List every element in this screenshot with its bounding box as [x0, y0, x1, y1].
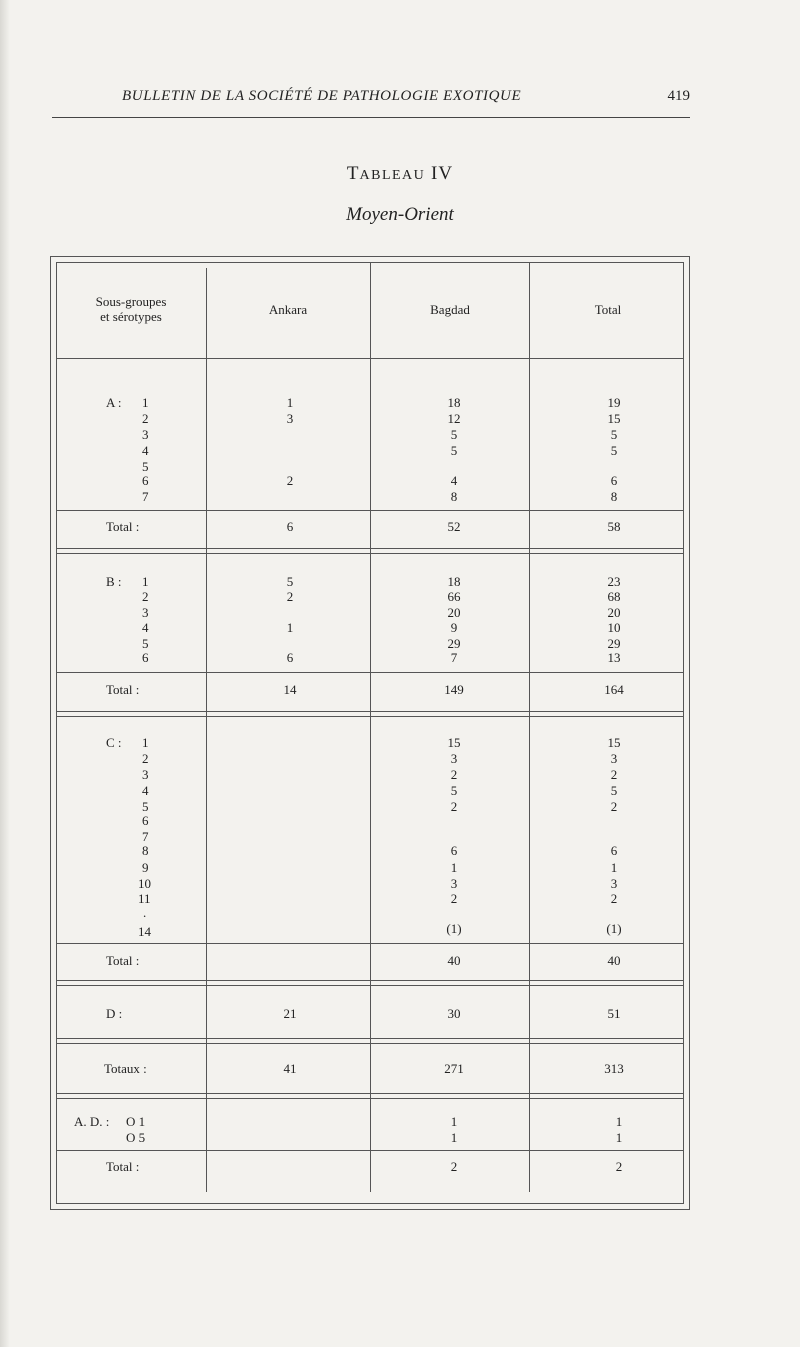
group-b-total-ankara: 14 — [283, 682, 297, 697]
ankara-value: 3 — [286, 411, 294, 426]
group-c-total-label: Total : — [106, 953, 140, 968]
section-rule — [56, 1038, 684, 1039]
running-header — [52, 88, 690, 110]
bagdad-value: 3 — [450, 876, 458, 891]
bagdad-value: 18 — [447, 574, 461, 589]
serotype-number: 5 — [142, 636, 149, 651]
group-a-total-label: Total : — [106, 519, 140, 534]
serotype-number: 9 — [142, 860, 149, 875]
group-label-a: A : — [106, 395, 122, 410]
serotype-number: 6 — [142, 473, 149, 488]
totaux-ankara: 41 — [283, 1061, 297, 1076]
group-c-total-bagdad: 40 — [447, 953, 461, 968]
table-heading — [0, 163, 800, 185]
serotype-number: . — [143, 905, 147, 920]
serotype-number: 2 — [142, 589, 149, 604]
group-d-total: 51 — [607, 1006, 621, 1021]
total-value: 3 — [610, 751, 618, 766]
serotype-number: 8 — [142, 843, 149, 858]
total-value: 10 — [607, 620, 621, 635]
bagdad-value: 1 — [450, 860, 458, 875]
total-value: 1 — [610, 860, 618, 875]
serotype-number: 7 — [142, 489, 149, 504]
bagdad-value: 66 — [447, 589, 461, 604]
total-value: 3 — [610, 876, 618, 891]
total-value: 68 — [607, 589, 621, 604]
total-value: 23 — [607, 574, 621, 589]
bagdad-value: 20 — [447, 605, 461, 620]
group-b-total-label: Total : — [106, 682, 140, 697]
serotype-number: 6 — [142, 650, 149, 665]
section-rule — [56, 548, 684, 549]
group-label-c: C : — [106, 735, 122, 750]
bagdad-value: 7 — [450, 650, 458, 665]
section-rule — [56, 553, 684, 554]
page-edge-shadow — [0, 0, 10, 1347]
bagdad-value: 2 — [450, 799, 458, 814]
group-d-ankara: 21 — [283, 1006, 297, 1021]
serotype-number: 3 — [142, 767, 149, 782]
header-rule — [52, 117, 690, 118]
column-header-bagdad: Bagdad — [430, 302, 470, 317]
group-label-b: B : — [106, 574, 122, 589]
bagdad-value: 2 — [450, 767, 458, 782]
ankara-value: 1 — [286, 620, 294, 635]
serotype-number: 10 — [138, 876, 151, 891]
table-region: Moyen-Orient — [346, 204, 454, 225]
serotype-number: 1 — [142, 395, 149, 410]
serotype-number: 11 — [138, 891, 151, 906]
totaux-label: Totaux : — [104, 1061, 147, 1076]
group-ad-total-bagdad: 2 — [450, 1159, 458, 1174]
bagdad-value: 5 — [450, 443, 458, 458]
total-value: 2 — [610, 799, 618, 814]
column-header-groups-line1: Sous-groupes — [95, 294, 167, 309]
serotype-number: 5 — [142, 799, 149, 814]
total-value: 15 — [607, 411, 621, 426]
bagdad-value: 18 — [447, 395, 461, 410]
table-heading-small: ABLEAU — [359, 168, 426, 183]
serotype-number: O 5 — [126, 1130, 146, 1145]
serotype-number: 4 — [142, 620, 149, 635]
section-rule — [56, 672, 684, 673]
col-divider — [529, 262, 530, 1192]
bagdad-value: 15 — [447, 735, 461, 750]
column-header-groups — [62, 294, 200, 324]
bagdad-value: 5 — [450, 783, 458, 798]
header-rule-under — [56, 358, 684, 359]
bagdad-value: 9 — [450, 620, 458, 635]
total-value: (1) — [606, 921, 622, 936]
total-value: 6 — [610, 843, 618, 858]
section-rule — [56, 1098, 684, 1099]
serotype-number: 1 — [142, 735, 149, 750]
section-rule — [56, 980, 684, 981]
ad-bagdad-value: 1 — [450, 1114, 458, 1129]
serotype-number: 2 — [142, 411, 149, 426]
bagdad-value: 3 — [450, 751, 458, 766]
section-rule — [56, 711, 684, 712]
total-value: 2 — [610, 891, 618, 906]
bagdad-value: (1) — [446, 921, 462, 936]
total-value: 13 — [607, 650, 621, 665]
bagdad-value: 29 — [447, 636, 461, 651]
bagdad-value: 6 — [450, 843, 458, 858]
serotype-number: 3 — [142, 427, 149, 442]
ankara-value: 2 — [286, 473, 294, 488]
group-b-total-total: 164 — [604, 682, 624, 697]
total-value: 5 — [610, 427, 618, 442]
section-rule — [56, 943, 684, 944]
group-a-total-bagdad: 52 — [447, 519, 461, 534]
col-divider — [206, 268, 207, 1192]
bagdad-value: 2 — [450, 891, 458, 906]
group-ad-total-total: 2 — [615, 1159, 623, 1174]
table-heading-number: IV — [431, 163, 454, 184]
ad-bagdad-value: 1 — [450, 1130, 458, 1145]
table-heading-cap: T — [346, 163, 360, 184]
group-b-total-bagdad: 149 — [444, 682, 464, 697]
group-a-total-total: 58 — [607, 519, 621, 534]
total-value: 8 — [610, 489, 618, 504]
group-d-bagdad: 30 — [447, 1006, 461, 1021]
bagdad-value: 5 — [450, 427, 458, 442]
total-value: 5 — [610, 783, 618, 798]
ankara-value: 6 — [286, 650, 294, 665]
total-value: 20 — [607, 605, 621, 620]
serotype-number: 6 — [142, 813, 149, 828]
total-value: 2 — [610, 767, 618, 782]
group-ad-total-label: Total : — [106, 1159, 140, 1174]
bagdad-value: 8 — [450, 489, 458, 504]
column-header-ankara: Ankara — [268, 302, 308, 317]
total-value: 19 — [607, 395, 621, 410]
bagdad-value: 4 — [450, 473, 458, 488]
section-rule — [56, 1093, 684, 1094]
total-value: 6 — [610, 473, 618, 488]
col-divider — [370, 262, 371, 1192]
total-value: 29 — [607, 636, 621, 651]
column-header-total: Total — [594, 302, 622, 317]
section-rule — [56, 510, 684, 511]
ad-total-value: 1 — [615, 1114, 623, 1129]
journal-title: BULLETIN DE LA SOCIÉTÉ DE PATHOLOGIE EXOTIQUE — [122, 88, 522, 104]
section-rule — [56, 1150, 684, 1151]
serotype-number: 14 — [138, 924, 151, 939]
section-rule — [56, 985, 684, 986]
serotype-number: 3 — [142, 605, 149, 620]
serotype-number: 4 — [142, 783, 149, 798]
group-label-ad: A. D. : — [74, 1114, 110, 1129]
totaux-bagdad: 271 — [444, 1061, 464, 1076]
ankara-value: 5 — [286, 574, 294, 589]
serotype-number: 2 — [142, 751, 149, 766]
group-label-d: D : — [106, 1006, 123, 1021]
serotype-number: 7 — [142, 829, 149, 844]
serotype-number: O 1 — [126, 1114, 146, 1129]
total-value: 15 — [607, 735, 621, 750]
group-c-total-total: 40 — [607, 953, 621, 968]
section-rule — [56, 1043, 684, 1044]
serotype-number: 5 — [142, 459, 149, 474]
ankara-value: 1 — [286, 395, 294, 410]
total-value: 5 — [610, 443, 618, 458]
serotype-number: 1 — [142, 574, 149, 589]
ankara-value: 2 — [286, 589, 294, 604]
bagdad-value: 12 — [447, 411, 461, 426]
ad-total-value: 1 — [615, 1130, 623, 1145]
page-number: 419 — [667, 88, 690, 104]
totaux-total: 313 — [604, 1061, 624, 1076]
group-a-total-ankara: 6 — [286, 519, 294, 534]
serotype-number: 4 — [142, 443, 149, 458]
column-header-groups-line2: et sérotypes — [100, 309, 162, 324]
section-rule — [56, 716, 684, 717]
